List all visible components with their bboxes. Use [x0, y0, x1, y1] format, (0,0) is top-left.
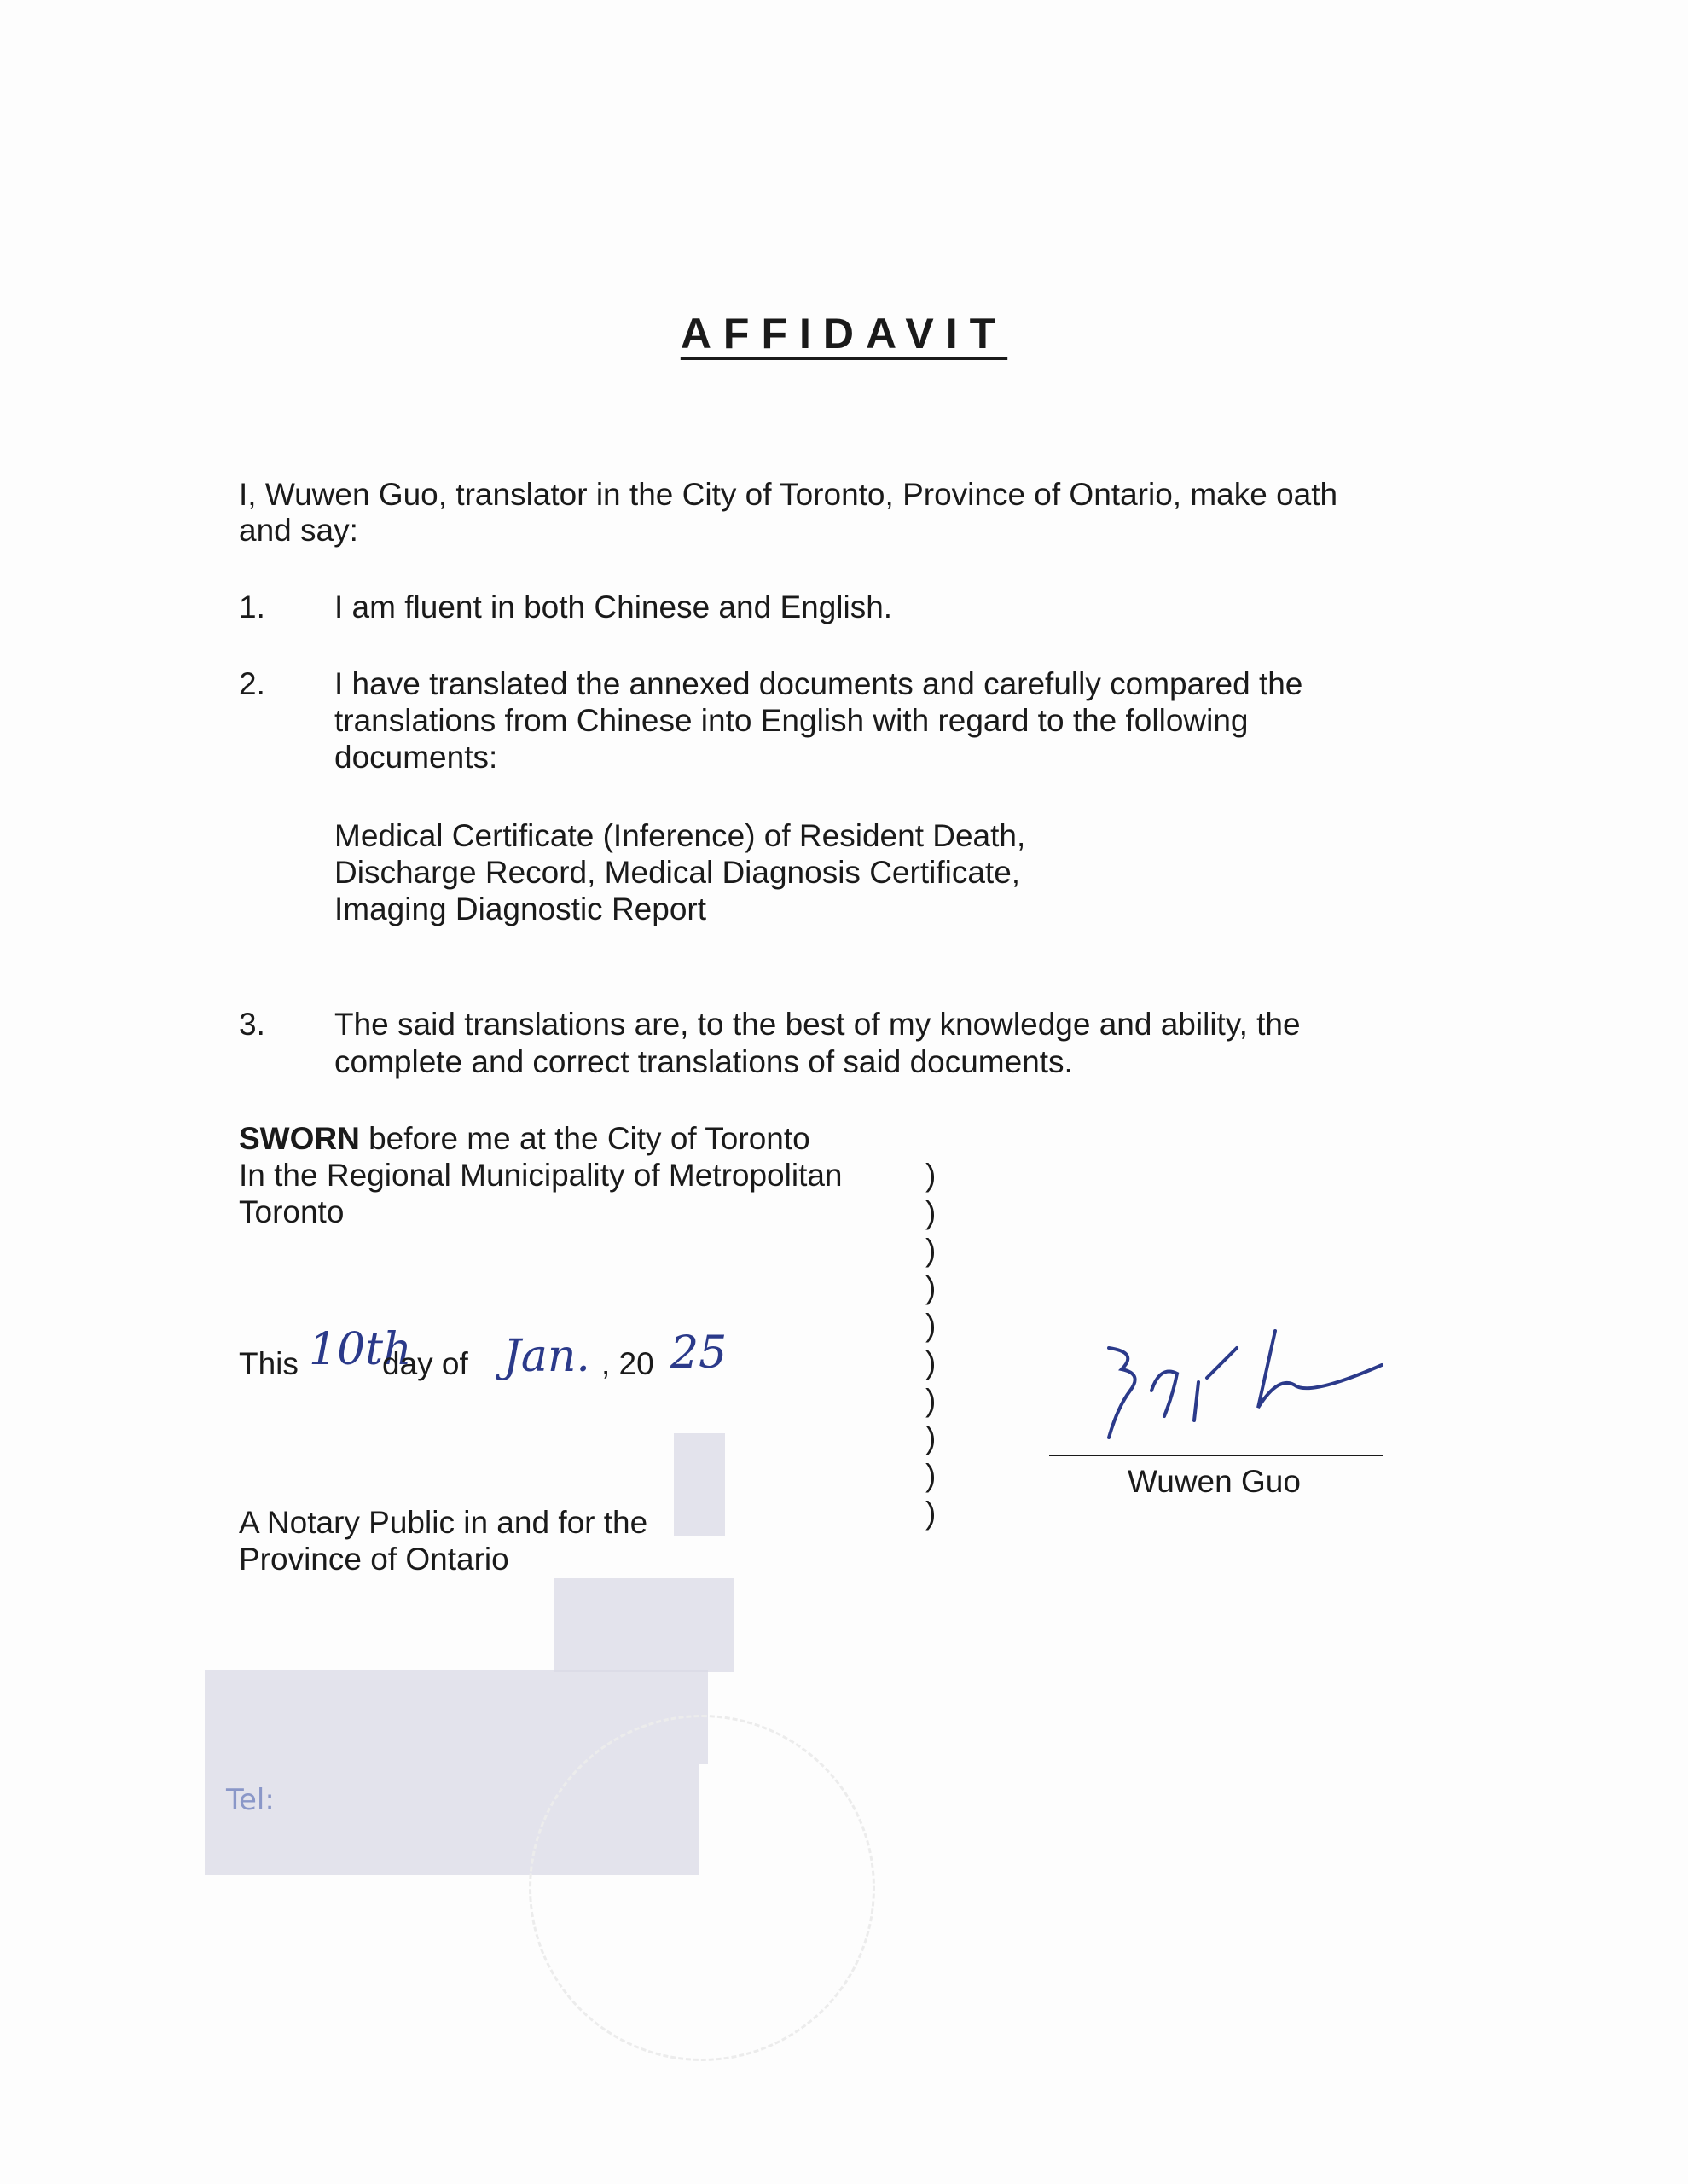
handwritten-year: 25 — [670, 1327, 728, 1379]
item-3-text-line-1: The said translations are, to the best of my knowledge and ability, the — [334, 1007, 1301, 1042]
faint-seal-impression — [529, 1715, 875, 2061]
sworn-line-2: In the Regional Municipality of Metropolitan — [239, 1158, 843, 1193]
bracket-paren: ) — [925, 1308, 937, 1343]
date-day-of-label: day of — [382, 1346, 468, 1381]
bracket-paren: ) — [925, 1345, 937, 1380]
intro-line-1: I, Wuwen Guo, translator in the City of Toronto, Province of Ontario, make oath — [239, 477, 1338, 512]
item-2-number: 2. — [239, 666, 265, 701]
tel-fragment: Tel: — [226, 1783, 275, 1817]
handwritten-signature — [1058, 1314, 1399, 1450]
item-3-text-line-2: complete and correct translations of said documents. — [334, 1044, 1073, 1079]
redaction-block — [674, 1433, 725, 1536]
document-list-item-1: Medical Certificate (Inference) of Resident Death, — [334, 818, 1026, 853]
bracket-paren: ) — [925, 1233, 937, 1268]
sworn-line-1-rest: before me at the City of Toronto — [359, 1121, 810, 1156]
bracket-paren: ) — [925, 1420, 937, 1455]
bracket-paren: ) — [925, 1383, 937, 1418]
intro-line-2: and say: — [239, 513, 358, 548]
document-list-item-3: Imaging Diagnostic Report — [334, 892, 706, 926]
item-2-text-line-1: I have translated the annexed documents and carefully compared the — [334, 666, 1303, 701]
document-list-item-2: Discharge Record, Medical Diagnosis Certificate, — [334, 855, 1021, 890]
item-3-number: 3. — [239, 1007, 265, 1042]
notary-line-1: A Notary Public in and for the — [239, 1505, 648, 1540]
handwritten-month: Jan. — [503, 1331, 590, 1382]
bracket-paren: ) — [925, 1270, 937, 1305]
signatory-name: Wuwen Guo — [1128, 1464, 1301, 1499]
item-1-text: I am fluent in both Chinese and English. — [334, 590, 893, 624]
sworn-line-3: Toronto — [239, 1194, 345, 1229]
item-2-text-line-3: documents: — [334, 740, 498, 775]
document-title: AFFIDAVIT — [680, 310, 1008, 357]
item-2-text-line-2: translations from Chinese into English with regard to the following — [334, 703, 1249, 738]
notary-line-2: Province of Ontario — [239, 1542, 509, 1577]
handwritten-day: 10th — [309, 1324, 412, 1375]
date-year-prefix: , 20 — [601, 1346, 654, 1381]
bracket-paren: ) — [925, 1496, 937, 1531]
signature-line — [1049, 1455, 1383, 1456]
redaction-block — [554, 1578, 734, 1672]
sworn-label: SWORN — [239, 1121, 360, 1156]
item-1-number: 1. — [239, 590, 265, 624]
bracket-paren: ) — [925, 1458, 937, 1493]
sworn-line-1 — [239, 1120, 810, 1158]
bracket-paren: ) — [925, 1158, 937, 1193]
date-this-label: This — [239, 1346, 299, 1381]
bracket-paren: ) — [925, 1195, 937, 1230]
